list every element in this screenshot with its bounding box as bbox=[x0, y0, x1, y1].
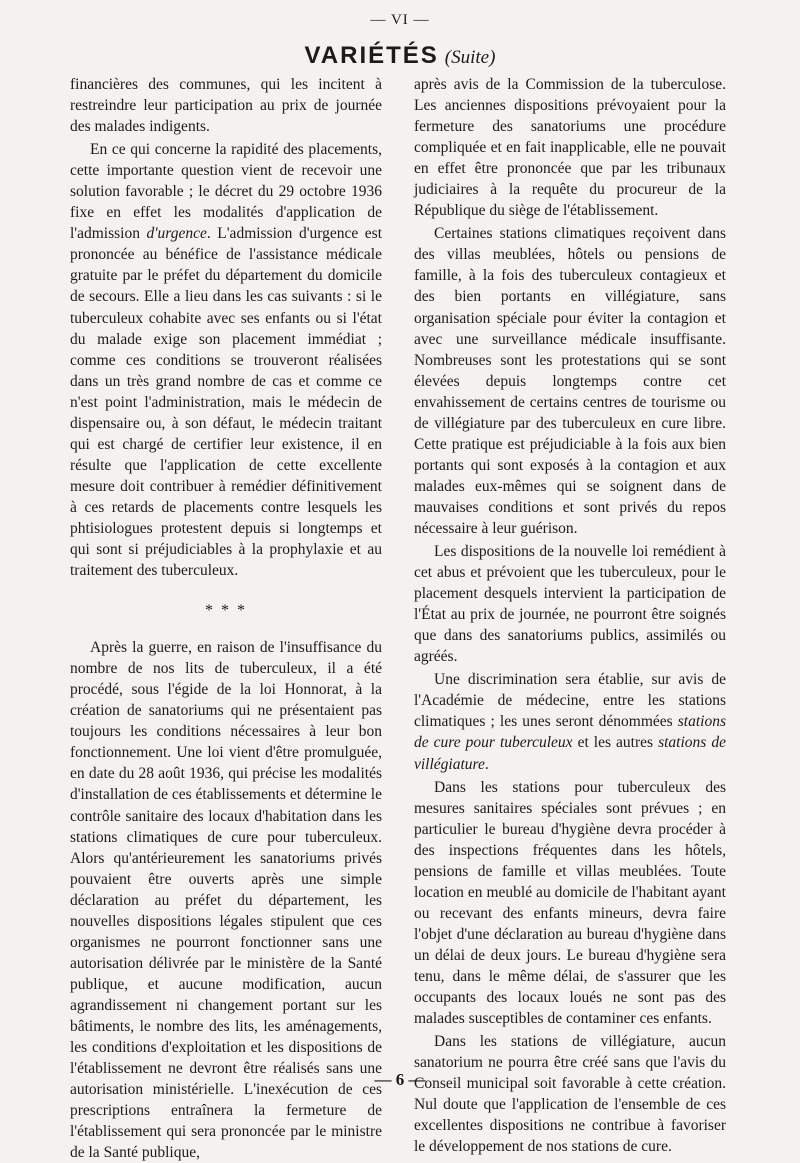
text-run: Une discrimination sera établie, sur avis de l'Académie de médecine, entre les stations climatiques ; les unes seront dénommées bbox=[414, 671, 726, 731]
paragraph: après avis de la Commission de la tuberculose. Les anciennes dispositions prévoyaient pour la fermeture des sanatoriums une procédure compliquée et en fait inapplicable, elle ne pouvait en effet être prononcée que par les tribunaux judiciaires à la requête du procureur de la République du siège de l'établissement. bbox=[414, 76, 726, 220]
page-roman-numeral: — VI — bbox=[370, 12, 430, 28]
section-title bbox=[0, 42, 800, 70]
title-suite: (Suite) bbox=[444, 47, 496, 68]
section-separator: * * * bbox=[205, 602, 247, 620]
emphasis-stations-cure: stations de cure pour tuberculeux bbox=[414, 713, 726, 752]
paragraph-mesures-sanitaires: Dans les stations pour tuberculeux des mesures sanitaires spéciales sont prévues ; en particulier le bureau d'hygiène devra procéder à des inspections fréquentes dans les hôtels, pensions de famille et villas meublées. Toute location en meublé au domicile de l'habitant ayant ou recevant des enfants mineurs, devra faire l'objet d'une déclaration au bureau d'hygiène dans un délai de deux jours. Le bureau d'hygiène sera tenu, dans le même délai, de s'assurer que les occupants des locaux loués ne sont pas des malades susceptibles de contaminer ces enfants. bbox=[414, 778, 726, 1028]
paragraph: financières des communes, qui les incitent à restreindre leur participation au prix de journée des malades indigents. bbox=[70, 76, 382, 136]
paragraph-discrimination bbox=[414, 669, 726, 774]
paragraph-loi-honnorat: Après la guerre, en raison de l'insuffisance du nombre de nos lits de tuberculeux, il a été procédé, sous l'égide de la loi Honnorat, à la création de sanatoriums qui ne présentaient pas toujours les conditions nécessaires à leur bon fonctionnement. Une loi vient d'être promulguée, en date du 28 août 1936, qui précise les modalités d'installation de ces établissements et détermine le contrôle sanitaire des locaux d'habitation dans les stations climatiques de cure pour tuberculeux. Alors qu'antérieurement les sanatoriums privés pouvaient être ouverts après une simple déclaration au préfet du département, les nouvelles dispositions légales stipulent que ces organismes ne pourront fonctionner sans une autorisation délivrée par le ministère de la Santé publique, et aucune modification, aucun agrandissement ni changement portant sur les bâtiments, le nombre des lits, les aménagements, les conditions d'exploitation et les dispositions de l'établissement ne devront être réalisés sans une autorisation ministérielle. L'inexécution de ces prescriptions entraînera la fermeture de l'établissement qui sera prononcée par le ministre de la Santé publique, bbox=[70, 639, 382, 1162]
left-column bbox=[70, 74, 382, 1163]
emphasis-stations-villegiature: stations de villégiature bbox=[414, 734, 726, 773]
emphasis-urgence: d'urgence bbox=[146, 225, 207, 243]
right-column bbox=[414, 74, 726, 1157]
text-run: . L'admission d'urgence est prononcée au bénéfice de l'assistance médicale gratuite par le préfet du département du domicile de secours. Elle a lieu dans les cas suivants : si le tuberculeux cohabite avec ses enfants ou si l'état du malade exige son placement immédiat ; comme ces conditions se trouveront réalisées dans un très grand nombre de cas et comme ce n'est point l'administration, mais le médecin de dispensaire ou, à son défaut, le médecin traitant qui est chargé de certifier leur existence, il en résulte que l'application de cette excellente mesure doit contribuer à remédier définitivement à ces retards de placements contre lesquels les phtisiologues protestent depuis si longtemps et qui sont si préjudiciables à la prophylaxie et au traitement des tuberculeux. bbox=[70, 225, 382, 580]
text-run: . bbox=[484, 755, 489, 773]
paragraph-villegiature: Dans les stations de villégiature, aucun sanatorium ne pourra être créé sans que l'avis du Conseil municipal soit favorable à cette création. Nul doute que l'application de l'ensemble de ces excellentes dispositions ne contribue à favoriser le développement de nos stations de cure. bbox=[414, 1033, 726, 1156]
text-run: En ce qui concerne la rapidité des placements, cette importante question vient de recevoir une solution favorable ; le décret du 29 octobre 1936 fixe en effet les modalités d'application de l'admission bbox=[70, 141, 382, 243]
text-run: et les autres bbox=[572, 734, 659, 752]
paragraph-urgence bbox=[70, 139, 382, 581]
paragraph-stations: Certaines stations climatiques reçoivent dans des villas meublées, hôtels ou pensions de famille, à la fois des tuberculeux contagieux et des bien portants en villégiature, sans organisation spéciale pour éviter la contagion et avec une surveillance médicale insuffisante. Nombreuses sont les protestations qui se sont élevées depuis longtemps contre cet envahissement de certains centres de tourisme ou de villégiature par des tuberculeux en cure libre. Cette pratique est préjudiciable à la fois aux bien portants qui sont exposés à la contagion et aux malades eux-mêmes qui se soignent dans de mauvaises conditions et sont privés du repos nécessaire à leur guérison. bbox=[414, 225, 726, 537]
title-varietes: VARIÉTÉS bbox=[304, 42, 439, 69]
page-number: — 6 — bbox=[374, 1070, 426, 1089]
paragraph-nouvelle-loi: Les dispositions de la nouvelle loi remédient à cet abus et prévoient que les tuberculeux, pour le placement desquels intervient la participation de l'État au prix de journée, ne pourront être soignés que dans des sanatoriums publics, assimilés ou agréés. bbox=[414, 543, 726, 666]
